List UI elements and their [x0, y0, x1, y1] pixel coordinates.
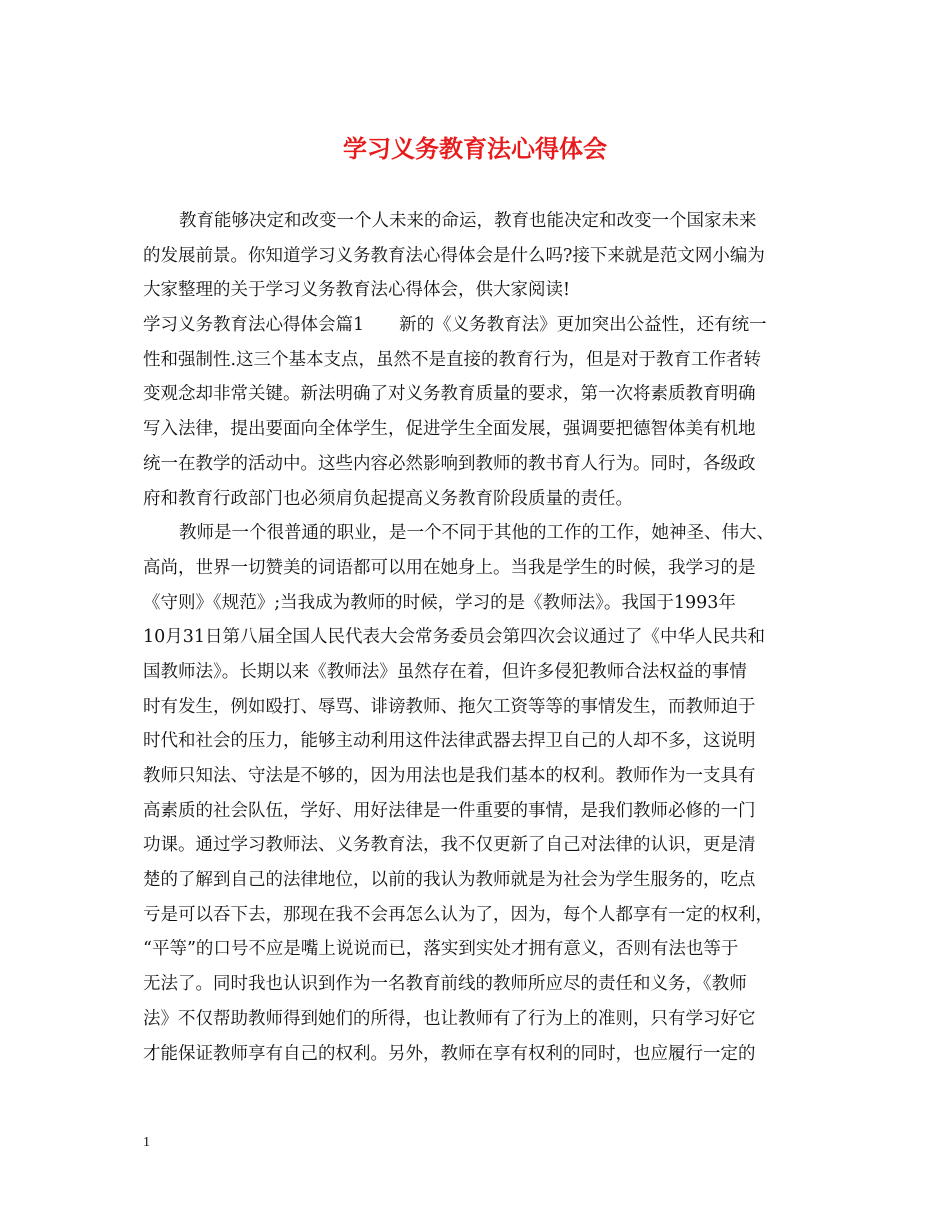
body-line: 大家整理的关于学习义务教育法心得体会，供大家阅读!	[143, 280, 571, 301]
body-line: 才能保证教师享有自己的权利。另外，教师在享有权利的同时，也应履行一定的	[143, 1043, 756, 1064]
body-line: 楚的了解到自己的法律地位，以前的我认为教师就是为社会为学生服务的，吃点	[143, 870, 756, 891]
body-line: “平等”的口号不应是嘴上说说而已，落实到实处才拥有意义，否则有法也等于	[143, 939, 739, 960]
page-number: 1	[143, 1135, 150, 1150]
body-line: 高素质的社会队伍，学好、用好法律是一件重要的事情，是我们教师必修的一门	[143, 800, 756, 821]
body-line: 亏是可以吞下去，那现在我不会再怎么认为了，因为，每个人都享有一定的权利，	[143, 904, 773, 925]
body-line: 无法了。同时我也认识到作为一名教育前线的教师所应尽的责任和义务，《教师	[143, 974, 747, 995]
body-line: 的发展前景。你知道学习义务教育法心得体会是什么吗?接下来就是范文网小编为	[143, 245, 765, 266]
body-line: 法》不仅帮助教师得到她们的所得，也让教师有了行为上的准则，只有学习好它	[143, 1008, 756, 1029]
body-line: 写入法律，提出要面向全体学生，促进学生全面发展，强调要把德智体美有机地	[143, 419, 756, 440]
body-line: 教师是一个很普通的职业，是一个不同于其他的工作的工作，她神圣、伟大、	[179, 523, 774, 544]
body-line: 教育能够决定和改变一个人未来的命运，教育也能决定和改变一个国家未来	[179, 211, 757, 231]
body-line: 变观念却非常关键。新法明确了对义务教育质量的要求，第一次将素质教育明确	[143, 384, 756, 405]
body-line: 国教师法》。长期以来《教师法》虽然存在着，但许多侵犯教师合法权益的事情	[143, 661, 747, 682]
body-line: 《守则》《规范》;当我成为教师的时候，学习的是《教师法》。我国于1993年	[143, 592, 736, 613]
document-title: 学习义务教育法心得体会	[343, 134, 607, 163]
body-line: 功课。通过学习教师法、义务教育法，我不仅更新了自己对法律的认识，更是清	[143, 835, 756, 856]
body-line: 时有发生，例如殴打、辱骂、诽谤教师、拖欠工资等等的事情发生，而教师迫于	[143, 696, 756, 717]
body-line: 高尚，世界一切赞美的词语都可以用在她身上。当我是学生的时候，我学习的是	[143, 557, 756, 578]
body-line: 府和教育行政部门也必须肩负起提高义务教育阶段质量的责任。	[143, 488, 633, 509]
body-line: 性和强制性.这三个基本支点，虽然不是直接的教育行为，但是对于教育工作者转	[143, 349, 762, 370]
body-line: 10月31日第八届全国人民代表大会常务委员会第四次会议通过了《中华人民共和	[143, 627, 766, 648]
body-line: 统一在教学的活动中。这些内容必然影响到教师的教书育人行为。同时，各级政	[143, 453, 756, 474]
body-line: 时代和社会的压力，能够主动利用这件法律武器去捍卫自己的人却不多，这说明	[143, 731, 756, 752]
body-line: 教师只知法、守法是不够的，因为用法也是我们基本的权利。教师作为一支具有	[143, 766, 756, 786]
document-body	[143, 204, 812, 1071]
body-line: 学习义务教育法心得体会篇1 新的《义务教育法》更加突出公益性，还有统一	[143, 315, 767, 336]
